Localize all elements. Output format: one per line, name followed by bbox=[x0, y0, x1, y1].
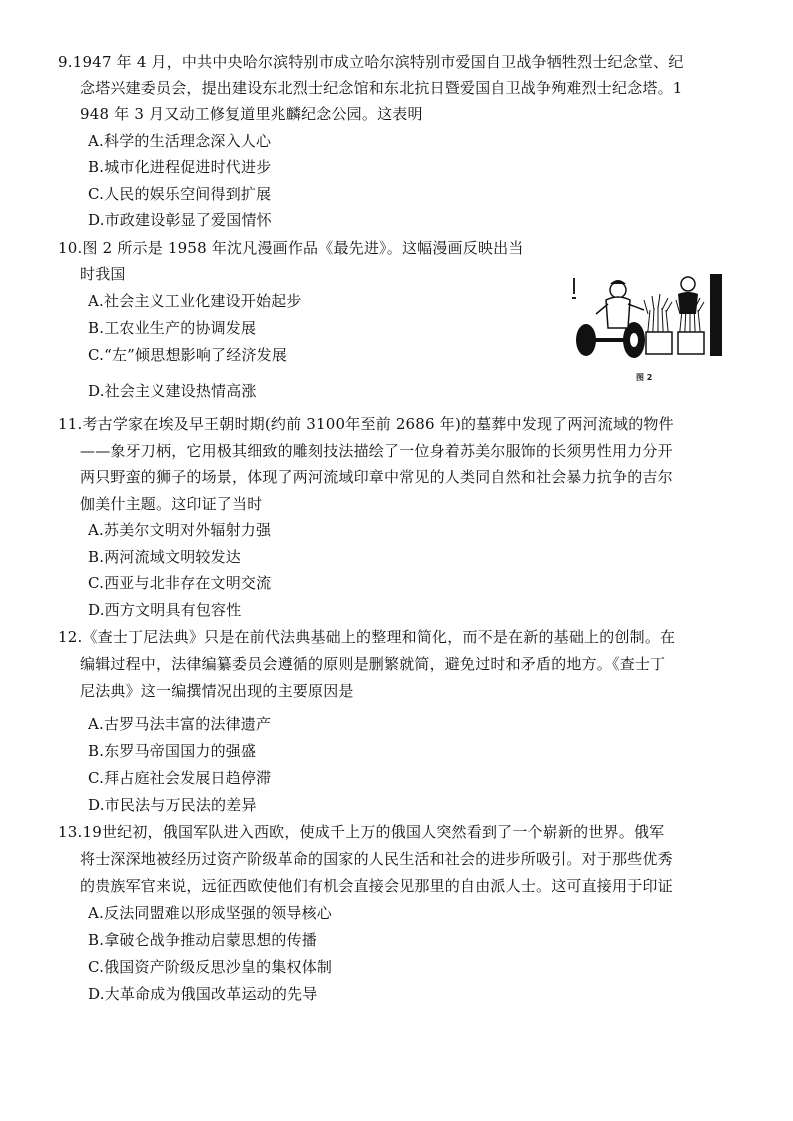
farmer-head bbox=[681, 277, 695, 291]
question-9-option-b[interactable]: B.城市化进程促进时代进步 bbox=[88, 158, 272, 176]
question-11-option-c[interactable]: C.西亚与北非存在文明交流 bbox=[88, 574, 272, 592]
question-10-option-a[interactable]: A.社会主义工业化建设开始起步 bbox=[88, 292, 302, 310]
question-12-line-3: 尼法典》这一编撰情况出现的主要原因是 bbox=[80, 682, 354, 700]
worker-head bbox=[610, 282, 626, 298]
question-13-option-d[interactable]: D.大革命成为俄国改革运动的先导 bbox=[88, 985, 318, 1003]
question-11-option-d[interactable]: D.西方文明具有包容性 bbox=[88, 601, 242, 619]
question-13-line-1: 13.19世纪初，俄国军队进入西欧，使成千上万的俄国人突然看到了一个崭新的世界。俄军 bbox=[58, 823, 665, 841]
worker-cap bbox=[610, 280, 626, 284]
question-10-line-1: 10.图 2 所示是 1958 年沈凡漫画作品《最先进》。这幅漫画反映出当 bbox=[58, 239, 524, 257]
question-11-line-4: 伽美什主题。这印证了当时 bbox=[80, 495, 263, 513]
sheaf-base-left bbox=[646, 332, 672, 354]
barbell-weight-left bbox=[576, 324, 596, 356]
question-9-option-c[interactable]: C.人民的娱乐空间得到扩展 bbox=[88, 185, 272, 203]
question-11-line-2: ——象牙刀柄，它用极其细致的雕刻技法描绘了一位身着苏美尔服饰的长须男性用力分开 bbox=[80, 442, 673, 460]
question-10-option-b[interactable]: B.工农业生产的协调发展 bbox=[88, 319, 257, 337]
cartoon-drawing bbox=[560, 270, 725, 370]
dark-panel bbox=[710, 274, 722, 356]
barbell-weight-hole bbox=[630, 333, 638, 347]
question-9-option-a[interactable]: A.科学的生活理念深入人心 bbox=[88, 132, 272, 150]
question-13-option-b[interactable]: B.拿破仑战争推动启蒙思想的传播 bbox=[88, 931, 317, 949]
sheaf-base-right bbox=[678, 332, 704, 354]
question-12-option-d[interactable]: D.市民法与万民法的差异 bbox=[88, 796, 257, 814]
worker-arm bbox=[628, 304, 644, 310]
question-9-line-3: 948 年 3 月又动工修复道里兆麟纪念公园。这表明 bbox=[80, 105, 423, 123]
question-11-option-b[interactable]: B.两河流域文明较发达 bbox=[88, 548, 241, 566]
question-9-option-d[interactable]: D.市政建设彰显了爱国情怀 bbox=[88, 211, 272, 229]
question-11-line-1: 11.考古学家在埃及早王朝时期(约前 3100年至前 2686 年)的墓葬中发现了两河流域的物件 bbox=[58, 415, 674, 433]
question-13-line-3: 的贵族军官来说，远征西欧使他们有机会直接会见那里的自由派人士。这可直接用于印证 bbox=[80, 877, 673, 895]
question-12-line-2: 编辑过程中，法律编纂委员会遵循的原则是删繁就简，避免过时和矛盾的地方。《查士丁 bbox=[80, 655, 666, 673]
question-9-line-1: 9.1947 年 4 月，中共中央哈尔滨特别市成立哈尔滨特别市爱国自卫战争牺牲烈士纪念堂、纪 bbox=[58, 53, 684, 71]
question-10-option-c[interactable]: C.“左”倾思想影响了经济发展 bbox=[88, 346, 288, 364]
farmer-body bbox=[678, 292, 698, 314]
cartoon-illustration bbox=[560, 270, 725, 385]
question-13-option-c[interactable]: C.俄国资产阶级反思沙皇的集权体制 bbox=[88, 958, 333, 976]
question-12-option-a[interactable]: A.古罗马法丰富的法律遗产 bbox=[88, 715, 272, 733]
question-13-option-a[interactable]: A.反法同盟难以形成坚强的领导核心 bbox=[88, 904, 333, 922]
question-11-line-3: 两只野蛮的狮子的场景，体现了两河流域印章中常见的人类同自然和社会暴力抗争的吉尔 bbox=[80, 468, 673, 486]
question-13-line-2: 将士深深地被经历过资产阶级革命的国家的人民生活和社会的进步所吸引。对于那些优秀 bbox=[80, 850, 673, 868]
question-11-option-a[interactable]: A.苏美尔文明对外辐射力强 bbox=[88, 521, 272, 539]
question-10-line-2: 时我国 bbox=[80, 265, 126, 283]
worker-body bbox=[606, 297, 630, 328]
question-9-line-2: 念塔兴建委员会，提出建设东北烈士纪念馆和东北抗日暨爱国自卫战争殉难烈士纪念塔。1 bbox=[80, 79, 683, 97]
question-12-option-c[interactable]: C.拜占庭社会发展日趋停滞 bbox=[88, 769, 272, 787]
question-12-line-1: 12.《查士丁尼法典》只是在前代法典基础上的整理和简化，而不是在新的基础上的创制。在 bbox=[58, 628, 676, 646]
question-10-option-d[interactable]: D.社会主义建设热情高涨 bbox=[88, 382, 257, 400]
figure-caption: 图 2 bbox=[636, 373, 653, 382]
question-12-option-b[interactable]: B.东罗马帝国国力的强盛 bbox=[88, 742, 257, 760]
